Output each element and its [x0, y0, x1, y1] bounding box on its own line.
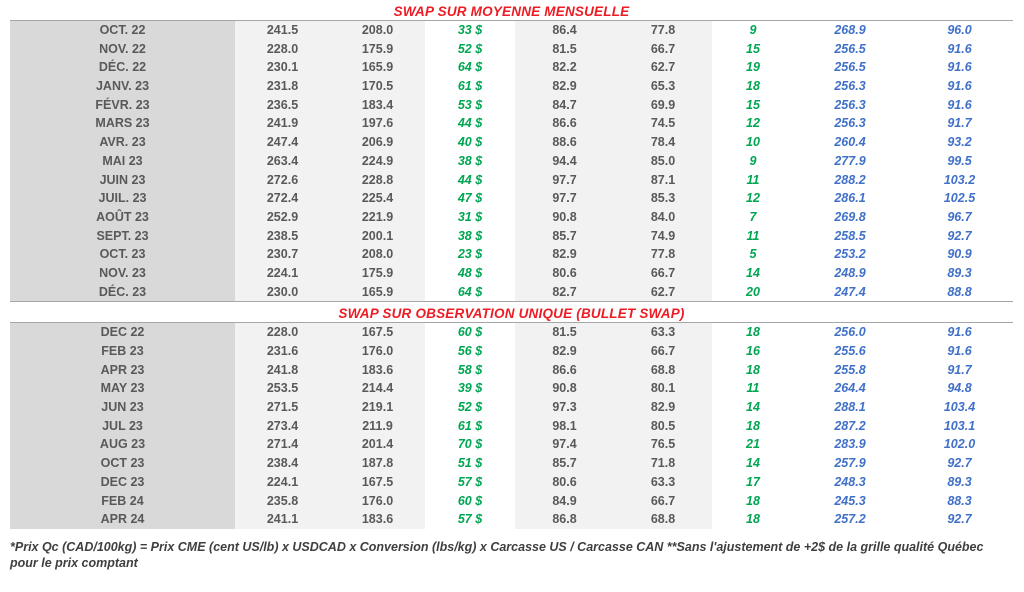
table-cell: 85.0 [614, 152, 712, 171]
table-cell: OCT. 23 [10, 245, 235, 264]
table-cell: 241.1 [235, 510, 330, 529]
table-cell: 263.4 [235, 152, 330, 171]
table-cell: 61 $ [425, 417, 515, 436]
table-cell: 39 $ [425, 379, 515, 398]
table-cell: 268.9 [794, 21, 906, 40]
table-cell: 66.7 [614, 492, 712, 511]
table-cell: 88.8 [906, 283, 1013, 302]
swap-report [10, 0, 1013, 572]
table-cell: 76.5 [614, 435, 712, 454]
table-cell: 260.4 [794, 133, 906, 152]
table-cell: JUIL. 23 [10, 189, 235, 208]
table-cell: 273.4 [235, 417, 330, 436]
table-cell: 14 [712, 264, 794, 283]
table-cell: 15 [712, 40, 794, 59]
table-row [10, 208, 1013, 227]
table-cell: 236.5 [235, 96, 330, 115]
table-cell: 167.5 [330, 323, 425, 342]
table-row [10, 152, 1013, 171]
table-cell: 175.9 [330, 40, 425, 59]
table-cell: 103.1 [906, 417, 1013, 436]
price-formula-footnote: *Prix Qc (CAD/100kg) = Prix CME (cent US/lb) x USDCAD x Conversion (lbs/kg) x Carcasse US / Carcasse CAN **Sans l'ajustement de +2$ de la grille qualité Québec pour le prix comptant [10, 539, 984, 571]
table-cell: 238.4 [235, 454, 330, 473]
table-cell: 211.9 [330, 417, 425, 436]
table-cell: 245.3 [794, 492, 906, 511]
table-cell: 82.9 [614, 398, 712, 417]
table-row [10, 283, 1013, 302]
table-cell: 82.9 [515, 77, 614, 96]
table-cell: 18 [712, 361, 794, 380]
table-cell: 58 $ [425, 361, 515, 380]
table-cell: 87.1 [614, 171, 712, 190]
table-cell: 5 [712, 245, 794, 264]
table-cell: 66.7 [614, 40, 712, 59]
table-cell: DEC 23 [10, 473, 235, 492]
table-cell: 63.3 [614, 323, 712, 342]
table-cell: 21 [712, 435, 794, 454]
table-cell: 23 $ [425, 245, 515, 264]
table-cell: 82.2 [515, 58, 614, 77]
table-cell: 88.6 [515, 133, 614, 152]
table-row [10, 510, 1013, 529]
table-cell: 11 [712, 379, 794, 398]
table-cell: 10 [712, 133, 794, 152]
table-cell: FÉVR. 23 [10, 96, 235, 115]
table-cell: 44 $ [425, 114, 515, 133]
table-cell: 51 $ [425, 454, 515, 473]
table-cell: 97.4 [515, 435, 614, 454]
table-cell: 11 [712, 227, 794, 246]
table-row [10, 77, 1013, 96]
table-cell: 89.3 [906, 473, 1013, 492]
table-cell: 208.0 [330, 21, 425, 40]
table-cell: 38 $ [425, 227, 515, 246]
table-cell: 80.5 [614, 417, 712, 436]
table-cell: 97.7 [515, 189, 614, 208]
table-cell: AOÛT 23 [10, 208, 235, 227]
table-cell: 62.7 [614, 58, 712, 77]
table-cell: 230.0 [235, 283, 330, 302]
table-cell: 91.6 [906, 323, 1013, 342]
table-cell: 283.9 [794, 435, 906, 454]
table-cell: 197.6 [330, 114, 425, 133]
table-row [10, 473, 1013, 492]
table-cell: JUN 23 [10, 398, 235, 417]
table-cell: 102.0 [906, 435, 1013, 454]
table-cell: 91.6 [906, 96, 1013, 115]
table-cell: 86.6 [515, 361, 614, 380]
table-cell: 18 [712, 417, 794, 436]
table-cell: 31 $ [425, 208, 515, 227]
table-cell: 287.2 [794, 417, 906, 436]
table-cell: 61 $ [425, 77, 515, 96]
table-cell: 94.4 [515, 152, 614, 171]
table-cell: 12 [712, 189, 794, 208]
table-cell: 228.8 [330, 171, 425, 190]
table-cell: 241.8 [235, 361, 330, 380]
table-cell: 15 [712, 96, 794, 115]
table-cell: 74.9 [614, 227, 712, 246]
table-row [10, 245, 1013, 264]
table-cell: 81.5 [515, 40, 614, 59]
table-cell: 90.9 [906, 245, 1013, 264]
table-row [10, 323, 1013, 342]
table-cell: 170.5 [330, 77, 425, 96]
table-row [10, 435, 1013, 454]
table-cell: 85.3 [614, 189, 712, 208]
table-cell: 247.4 [794, 283, 906, 302]
table-cell: 277.9 [794, 152, 906, 171]
table-cell: DÉC. 23 [10, 283, 235, 302]
table-cell: 9 [712, 152, 794, 171]
table-cell: 176.0 [330, 492, 425, 511]
table-cell: JANV. 23 [10, 77, 235, 96]
table-cell: 252.9 [235, 208, 330, 227]
table-cell: 89.3 [906, 264, 1013, 283]
table-cell: 91.6 [906, 342, 1013, 361]
table-cell: 165.9 [330, 58, 425, 77]
table-cell: 91.7 [906, 361, 1013, 380]
table-cell: 97.7 [515, 171, 614, 190]
table-cell: 256.5 [794, 58, 906, 77]
table-cell: DÉC. 22 [10, 58, 235, 77]
table-cell: 53 $ [425, 96, 515, 115]
table-cell: 224.1 [235, 473, 330, 492]
table-row [10, 492, 1013, 511]
table-cell: 18 [712, 323, 794, 342]
table-cell: 68.8 [614, 510, 712, 529]
table-cell: 231.6 [235, 342, 330, 361]
table-cell: 82.9 [515, 342, 614, 361]
table-cell: 81.5 [515, 323, 614, 342]
table-cell: 47 $ [425, 189, 515, 208]
table-cell: 86.4 [515, 21, 614, 40]
table-cell: 70 $ [425, 435, 515, 454]
table-cell: SEPT. 23 [10, 227, 235, 246]
table-row [10, 21, 1013, 40]
table-cell: 102.5 [906, 189, 1013, 208]
table-cell: 271.5 [235, 398, 330, 417]
table-cell: 272.6 [235, 171, 330, 190]
table-cell: 225.4 [330, 189, 425, 208]
table-cell: 272.4 [235, 189, 330, 208]
table-cell: 78.4 [614, 133, 712, 152]
table-cell: 183.6 [330, 361, 425, 380]
table-cell: 221.9 [330, 208, 425, 227]
table-cell: 256.3 [794, 114, 906, 133]
table-cell: 65.3 [614, 77, 712, 96]
table-cell: 288.1 [794, 398, 906, 417]
table-cell: 77.8 [614, 245, 712, 264]
table-row [10, 454, 1013, 473]
table-row [10, 96, 1013, 115]
table-cell: 92.7 [906, 510, 1013, 529]
table-row [10, 417, 1013, 436]
table-cell: 63.3 [614, 473, 712, 492]
table-cell: 92.7 [906, 227, 1013, 246]
table-cell: JUL 23 [10, 417, 235, 436]
table-cell: 253.2 [794, 245, 906, 264]
monthly-swap-title: SWAP SUR MOYENNE MENSUELLE [393, 4, 630, 19]
table-cell: 69.9 [614, 96, 712, 115]
table-cell: 255.6 [794, 342, 906, 361]
table-cell: 40 $ [425, 133, 515, 152]
table-cell: 85.7 [515, 227, 614, 246]
table-cell: 14 [712, 398, 794, 417]
table-cell: 12 [712, 114, 794, 133]
table-cell: 90.8 [515, 379, 614, 398]
table-cell: 264.4 [794, 379, 906, 398]
table-cell: 82.9 [515, 245, 614, 264]
table-cell: 253.5 [235, 379, 330, 398]
table-cell: 96.7 [906, 208, 1013, 227]
table-cell: 271.4 [235, 435, 330, 454]
table-cell: 60 $ [425, 323, 515, 342]
table-cell: 187.8 [330, 454, 425, 473]
table-cell: 286.1 [794, 189, 906, 208]
table-cell: 86.8 [515, 510, 614, 529]
table-cell: 18 [712, 510, 794, 529]
table-cell: 38 $ [425, 152, 515, 171]
table-cell: 238.5 [235, 227, 330, 246]
table-cell: 57 $ [425, 473, 515, 492]
table-row [10, 171, 1013, 190]
table-cell: 96.0 [906, 21, 1013, 40]
table-cell: 62.7 [614, 283, 712, 302]
table-cell: 94.8 [906, 379, 1013, 398]
table-cell: 48 $ [425, 264, 515, 283]
table-cell: 66.7 [614, 264, 712, 283]
table-cell: 228.0 [235, 323, 330, 342]
table-cell: 82.7 [515, 283, 614, 302]
table-cell: 33 $ [425, 21, 515, 40]
table-cell: 9 [712, 21, 794, 40]
table-cell: 44 $ [425, 171, 515, 190]
table-cell: 201.4 [330, 435, 425, 454]
table-cell: 80.6 [515, 264, 614, 283]
table-cell: 84.0 [614, 208, 712, 227]
table-cell: NOV. 23 [10, 264, 235, 283]
table-cell: MARS 23 [10, 114, 235, 133]
table-cell: 248.9 [794, 264, 906, 283]
table-cell: 183.4 [330, 96, 425, 115]
table-cell: 16 [712, 342, 794, 361]
table-cell: MAY 23 [10, 379, 235, 398]
table-cell: OCT. 22 [10, 21, 235, 40]
table-row [10, 189, 1013, 208]
table-cell: 91.7 [906, 114, 1013, 133]
table-cell: 214.4 [330, 379, 425, 398]
table-cell: 80.6 [515, 473, 614, 492]
table-cell: 64 $ [425, 58, 515, 77]
table-row [10, 342, 1013, 361]
table-cell: 7 [712, 208, 794, 227]
table-cell: 19 [712, 58, 794, 77]
table-cell: 18 [712, 77, 794, 96]
table-cell: 66.7 [614, 342, 712, 361]
table-cell: 91.6 [906, 40, 1013, 59]
table-cell: 86.6 [515, 114, 614, 133]
table-cell: 103.2 [906, 171, 1013, 190]
table-row [10, 264, 1013, 283]
table-cell: 84.7 [515, 96, 614, 115]
table-cell: 18 [712, 492, 794, 511]
table-cell: 20 [712, 283, 794, 302]
table-cell: 11 [712, 171, 794, 190]
table-cell: 241.9 [235, 114, 330, 133]
bullet-swap-table [10, 322, 1013, 529]
table-cell: 256.0 [794, 323, 906, 342]
table-cell: 228.0 [235, 40, 330, 59]
table-cell: 97.3 [515, 398, 614, 417]
table-cell: 208.0 [330, 245, 425, 264]
table-cell: NOV. 22 [10, 40, 235, 59]
table-cell: APR 23 [10, 361, 235, 380]
table-cell: 175.9 [330, 264, 425, 283]
table-cell: 219.1 [330, 398, 425, 417]
table-cell: 224.9 [330, 152, 425, 171]
table-cell: DEC 22 [10, 323, 235, 342]
table-cell: 256.5 [794, 40, 906, 59]
table-cell: 103.4 [906, 398, 1013, 417]
table-cell: 257.2 [794, 510, 906, 529]
table-cell: 56 $ [425, 342, 515, 361]
table-cell: 92.7 [906, 454, 1013, 473]
table-cell: 17 [712, 473, 794, 492]
table-cell: 91.6 [906, 77, 1013, 96]
table-cell: 224.1 [235, 264, 330, 283]
table-cell: 288.2 [794, 171, 906, 190]
table-cell: 80.1 [614, 379, 712, 398]
table-cell: 257.9 [794, 454, 906, 473]
table-cell: 91.6 [906, 58, 1013, 77]
table-cell: 241.5 [235, 21, 330, 40]
table-cell: 231.8 [235, 77, 330, 96]
table-row [10, 58, 1013, 77]
table-row [10, 379, 1013, 398]
table-cell: 84.9 [515, 492, 614, 511]
table-cell: 85.7 [515, 454, 614, 473]
table-cell: 256.3 [794, 77, 906, 96]
table-cell: 77.8 [614, 21, 712, 40]
table-row [10, 114, 1013, 133]
table-cell: 230.1 [235, 58, 330, 77]
table-cell: AVR. 23 [10, 133, 235, 152]
table-cell: 71.8 [614, 454, 712, 473]
table-cell: 248.3 [794, 473, 906, 492]
table-cell: FEB 23 [10, 342, 235, 361]
table-cell: MAI 23 [10, 152, 235, 171]
table-cell: 165.9 [330, 283, 425, 302]
table-cell: 255.8 [794, 361, 906, 380]
table-cell: 99.5 [906, 152, 1013, 171]
table-cell: AUG 23 [10, 435, 235, 454]
table-cell: 167.5 [330, 473, 425, 492]
table-cell: 269.8 [794, 208, 906, 227]
table-cell: FEB 24 [10, 492, 235, 511]
table-cell: 90.8 [515, 208, 614, 227]
table-cell: 57 $ [425, 510, 515, 529]
table-cell: 52 $ [425, 40, 515, 59]
table-row [10, 40, 1013, 59]
table-cell: 88.3 [906, 492, 1013, 511]
table-cell: 183.6 [330, 510, 425, 529]
table-cell: 64 $ [425, 283, 515, 302]
table-cell: 68.8 [614, 361, 712, 380]
table-cell: 230.7 [235, 245, 330, 264]
table-cell: APR 24 [10, 510, 235, 529]
monthly-swap-table [10, 20, 1013, 302]
table-row [10, 133, 1013, 152]
table-cell: 200.1 [330, 227, 425, 246]
table-cell: 258.5 [794, 227, 906, 246]
table-cell: 60 $ [425, 492, 515, 511]
table-cell: JUIN 23 [10, 171, 235, 190]
table-cell: OCT 23 [10, 454, 235, 473]
table-row [10, 227, 1013, 246]
table-cell: 52 $ [425, 398, 515, 417]
table-row [10, 398, 1013, 417]
table-cell: 176.0 [330, 342, 425, 361]
table-cell: 98.1 [515, 417, 614, 436]
bullet-swap-title: SWAP SUR OBSERVATION UNIQUE (BULLET SWAP) [338, 306, 685, 322]
table-cell: 206.9 [330, 133, 425, 152]
table-row [10, 361, 1013, 380]
table-cell: 14 [712, 454, 794, 473]
table-cell: 235.8 [235, 492, 330, 511]
table-cell: 93.2 [906, 133, 1013, 152]
table-cell: 256.3 [794, 96, 906, 115]
table-cell: 247.4 [235, 133, 330, 152]
table-cell: 74.5 [614, 114, 712, 133]
